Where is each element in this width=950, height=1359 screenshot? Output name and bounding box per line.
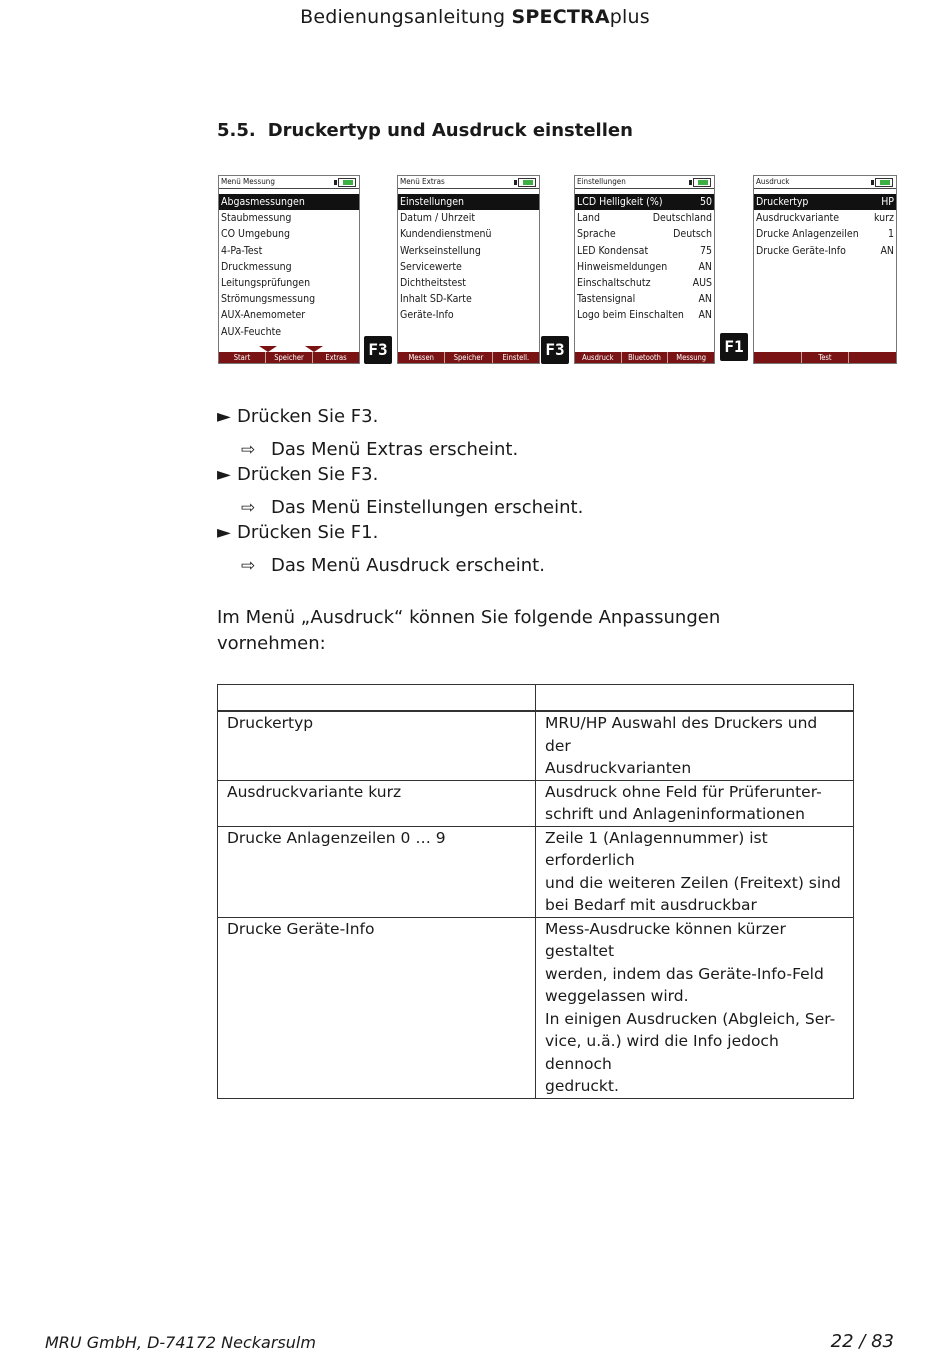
header-suffix: plus: [609, 6, 650, 28]
triangle-right-icon: ►: [217, 464, 231, 485]
menu-item-value: HP: [881, 196, 894, 208]
arrow-right-outline-icon: ⇨: [241, 498, 256, 518]
screen-menu-item: [219, 307, 359, 323]
softkey-bar: [219, 352, 359, 363]
step-result: ⇨ Das Menü Einstellungen erscheint.: [217, 492, 583, 521]
menu-item-label: Sprache: [577, 228, 616, 241]
instruction-steps: [217, 405, 583, 579]
softkey-label: [849, 352, 896, 363]
menu-item-label: Einschaltschutz: [577, 276, 651, 289]
softkey-bar: [398, 352, 539, 363]
menu-item-label: AUX-Anemometer: [221, 309, 306, 322]
menu-item-label: 4-Pa-Test: [221, 244, 263, 257]
screen-menu-item: [754, 210, 896, 226]
screen-menu-item: [219, 291, 359, 307]
softkey-label: Speicher: [266, 352, 313, 363]
softkey-label: Extras: [325, 353, 347, 362]
softkey-label: Einstell.: [502, 353, 530, 362]
screen-menu-item: [219, 243, 359, 259]
menu-item-value: AN: [698, 293, 712, 306]
menu-item-label: Druckmessung: [221, 260, 292, 273]
screen-menu-item: [575, 243, 714, 259]
menu-item-label: Werkseinstellung: [400, 244, 481, 257]
menu-item-value: 75: [699, 244, 712, 257]
screen-menu-item: [575, 275, 714, 291]
screen-menu-item: [398, 210, 539, 226]
menu-item-label: Drucke Geräte-Info: [756, 244, 846, 257]
step-action: ► Drücken Sie F3.: [217, 464, 379, 485]
menu-item-label: Abgasmessungen: [221, 196, 305, 208]
header-prefix: Bedienungsanleitung: [300, 6, 506, 28]
softkey-label: [754, 352, 802, 363]
menu-item-label: Einstellungen: [400, 196, 465, 208]
menu-item-label: Hinweismeldungen: [577, 260, 668, 273]
softkey-bar: [754, 352, 896, 363]
menu-item-label: Leitungsprüfungen: [221, 276, 311, 289]
menu-item-value: 50: [699, 196, 712, 208]
table-header-row: [218, 685, 854, 712]
screen-menu-item: [398, 307, 539, 323]
step-action: ► Drücken Sie F3.: [217, 406, 379, 427]
menu-item-label: Logo beim Einschalten: [577, 309, 684, 322]
menu-item-label: LED Kondensat: [577, 244, 649, 257]
softkey-label: Ausdruck: [575, 352, 622, 363]
section-number: 5.5.: [217, 120, 256, 141]
menu-item-label: Tastensignal: [577, 293, 636, 306]
screen-menu-item: [219, 275, 359, 291]
option-name: Ausdruckvariante kurz: [218, 780, 536, 826]
section-title: [217, 120, 633, 141]
softkey-label: Messung: [676, 353, 707, 362]
option-description: Mess-Ausdrucke können kürzer gestaltet werden, indem das Geräte-Info-Feld weggelassen wird. In einigen Ausdrucken (Abgleich, Ser- vice, u.ä.) wird die Info jedoch dennoch gedruckt.: [536, 917, 854, 1098]
f3-key-icon: F3: [541, 336, 569, 364]
table-row: [218, 711, 854, 780]
f1-key-icon: F1: [720, 333, 748, 361]
screen-menu-item: [398, 259, 539, 275]
menu-item-label: Staubmessung: [221, 212, 292, 225]
screen-title: Menü Extras: [398, 176, 539, 189]
menu-item-label: Drucke Anlagenzeilen: [756, 228, 859, 241]
menu-item-value: Deutsch: [673, 228, 712, 241]
arrow-right-outline-icon: ⇨: [241, 440, 256, 460]
menu-item-label: Servicewerte: [400, 260, 462, 273]
menu-item-value: Deutschland: [652, 212, 712, 225]
menu-item-value: AUS: [692, 276, 712, 289]
footer-company: MRU GmbH, D-74172 Neckarsulm: [45, 1333, 316, 1352]
softkey-label: Messen: [398, 352, 445, 363]
battery-icon: [338, 178, 356, 187]
softkey-label: Bluetooth: [622, 352, 669, 363]
menu-item-label: Kundendienstmenü: [400, 228, 492, 241]
screen-menu-messung: [218, 175, 360, 364]
screen-ausdruck: [753, 175, 897, 364]
softkey-label: Speicher: [445, 352, 492, 363]
f3-key-icon: F3: [364, 336, 392, 364]
step-action: ► Drücken Sie F1.: [217, 522, 379, 543]
option-name: Drucke Anlagenzeilen 0 … 9: [218, 826, 536, 917]
screen-menu-item: [754, 243, 896, 259]
screen-menu-item: [219, 259, 359, 275]
screen-title: Einstellungen: [575, 176, 714, 189]
table-header-cell: [218, 685, 536, 712]
menu-item-label: Inhalt SD-Karte: [400, 293, 472, 306]
footer-page-number: 22 / 83: [830, 1331, 894, 1352]
screen-menu-item: [398, 194, 539, 210]
screen-title: Ausdruck: [754, 176, 896, 189]
menu-item-label: AUX-Feuchte: [221, 325, 282, 338]
screen-menu-item: [575, 259, 714, 275]
screen-menu-item: [754, 226, 896, 242]
screen-menu-item: [575, 307, 714, 323]
triangle-right-icon: ►: [217, 522, 231, 543]
battery-icon: [518, 178, 536, 187]
table-row: [218, 826, 854, 917]
page-header: [0, 6, 950, 28]
menu-item-label: CO Umgebung: [221, 228, 290, 241]
intro-paragraph: Im Menü „Ausdruck“ können Sie folgende Anpassungen vornehmen:: [217, 607, 721, 654]
screen-menu-item: [575, 226, 714, 242]
screen-menu-item: [219, 194, 359, 210]
option-name: Drucke Geräte-Info: [218, 917, 536, 1098]
battery-icon: [875, 178, 893, 187]
screen-menu-item: [219, 210, 359, 226]
screen-menu-item: [219, 324, 359, 340]
screen-menu-item: [575, 194, 714, 210]
softkey-label: Start: [219, 352, 266, 363]
table-row: [218, 917, 854, 1098]
screen-menu-item: [575, 291, 714, 307]
menu-item-value: AN: [698, 309, 712, 322]
screen-menu-extras: [397, 175, 540, 364]
screen-menu-item: [219, 226, 359, 242]
option-description: MRU/HP Auswahl des Druckers und der Ausdruckvarianten: [536, 711, 854, 780]
step-result: ⇨ Das Menü Extras erscheint.: [217, 434, 583, 463]
battery-icon: [693, 178, 711, 187]
screen-einstellungen: [574, 175, 715, 364]
screen-menu-item: [754, 194, 896, 210]
menu-item-label: Dichtheitstest: [400, 276, 466, 289]
menu-item-label: Land: [577, 212, 601, 225]
softkey-label: Test: [802, 352, 850, 363]
menu-item-label: LCD Helligkeit (%): [577, 196, 663, 208]
table-row: [218, 780, 854, 826]
menu-item-value: 1: [887, 228, 894, 241]
arrow-right-outline-icon: ⇨: [241, 556, 256, 576]
softkey-bar: [575, 352, 714, 363]
menu-item-label: Ausdruckvariante: [756, 212, 840, 225]
screen-menu-item: [398, 226, 539, 242]
menu-item-label: Datum / Uhrzeit: [400, 212, 476, 225]
header-brand: SPECTRA: [511, 6, 610, 28]
menu-item-value: kurz: [874, 212, 894, 225]
screen-menu-item: [398, 291, 539, 307]
triangle-right-icon: ►: [217, 406, 231, 427]
option-name: Druckertyp: [218, 711, 536, 780]
table-header-cell: [536, 685, 854, 712]
step-result: ⇨ Das Menü Ausdruck erscheint.: [217, 550, 583, 579]
menu-item-label: Druckertyp: [756, 196, 809, 208]
screen-menu-item: [398, 243, 539, 259]
menu-item-label: Strömungsmessung: [221, 293, 316, 306]
screen-menu-item: [398, 275, 539, 291]
screen-menu-item: [575, 210, 714, 226]
screen-title: Menü Messung: [219, 176, 359, 189]
menu-item-value: AN: [880, 244, 894, 257]
menu-item-label: Geräte-Info: [400, 309, 454, 322]
option-description: Zeile 1 (Anlagennummer) ist erforderlich und die weiteren Zeilen (Freitext) sind bei Bedarf mit ausdruckbar: [536, 826, 854, 917]
option-description: Ausdruck ohne Feld für Prüferunter- schrift und Anlageninformationen: [536, 780, 854, 826]
menu-item-value: AN: [698, 260, 712, 273]
section-heading: Druckertyp und Ausdruck einstellen: [267, 120, 633, 141]
options-table: [217, 684, 854, 1099]
